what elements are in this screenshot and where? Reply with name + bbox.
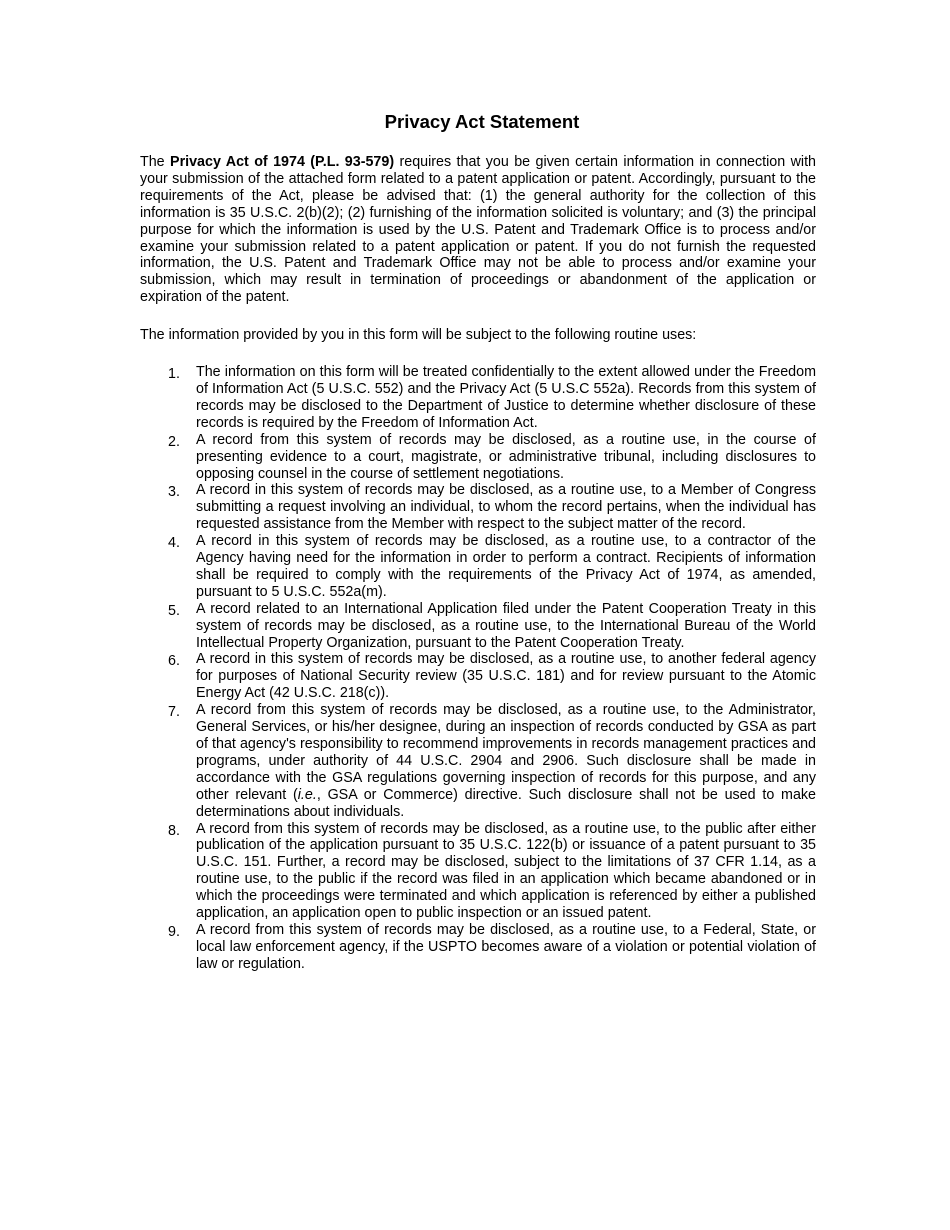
list-item-number: 1. [168,366,180,383]
intro-text: requires that you be given certain information in connection with your submission of the attached form related to a patent application or patent. Accordingly, pursuant to the requirements of the Act, please be advised that: (1) the general authority for the collection of this information is 35 U.S.C. 2(b)(2); (2) furnishing of the information solicited is voluntary; and (3) the principal purpose for which the information is used by the U.S. Patent and Trademark Office is to process and/or examine your submission related to a patent application or patent. If you do not furnish the requested information, the U.S. Patent and Trademark Office may not be able to process and/or examine your submission, which may result in termination of proceedings or abandonment of the application or expiration of the patent. [140,154,816,306]
list-item-text: A record in this system of records may be disclosed, as a routine use, to a Member of Congress submitting a request involving an individual, to whom the record pertains, when the individual has requested assistance from the Member with respect to the subject matter of the record. [196,482,816,533]
list-item-text: The information on this form will be treated confidentially to the extent allowed under the Freedom of Information Act (5 U.S.C. 552) and the Privacy Act (5 U.S.C 552a). Records from this system of records may be disclosed to the Department of Justice to determine whether disclosure of these records is required by the Freedom of Information Act. [196,364,816,431]
list-item-number: 5. [168,602,180,619]
page-title: Privacy Act Statement [384,111,580,132]
list-item-number: 4. [168,535,180,552]
document-body [140,154,816,973]
list-item-text-italic: i.e. [297,786,317,803]
list-item-text-after: , GSA or Commerce) directive. Such disclosure shall not be used to make determinations about individuals. [196,786,816,820]
list-item-text: A record in this system of records may be disclosed, as a routine use, to a contractor of the Agency having need for the information in order to perform a contract. Recipients of information shall be required to comply with the requirements of the Privacy Act of 1974, as amended, pursuant to 5 U.S.C. 552a(m). [196,533,816,600]
list-item-text: A record from this system of records may be disclosed, as a routine use, to the public after either publication of the application pursuant to 35 U.S.C. 122(b) or issuance of a patent pursuant to 35 U.S.C. 151. Further, a record may be disclosed, subject to the limitations of 37 CFR 1.14, as a routine use, to the public if the record was filed in an application which became abandoned or in which the proceedings were terminated and which application is referenced by either a published application, an application open to public inspection or an issued patent. [196,820,816,922]
list-item-text: A record from this system of records may be disclosed, as a routine use, in the course of presenting evidence to a court, magistrate, or administrative tribunal, including disclosures to opposing counsel in the course of settlement negotiations. [196,431,816,482]
routine-uses-intro: The information provided by you in this form will be subject to the following routine uses: [140,327,697,344]
list-item-text: A record related to an International Application filed under the Patent Cooperation Treaty in this system of records may be disclosed, as a routine use, to the International Bureau of the World Intellectual Property Organization, pursuant to the Patent Cooperation Treaty. [196,600,816,651]
list-item-number: 8. [168,822,180,839]
list-item [140,533,816,601]
list-item-number: 2. [168,433,180,450]
list-item-text-before: A record from this system of records may be disclosed, as a routine use, to the Administrator, General Services, or his/her designee, during an inspection of records conducted by GSA as part of that agency's responsibility to recommend improvements in records management practices and programs, under authority of 44 U.S.C. 2904 and 2906. Such disclosure shall be made in accordance with the GSA regulations governing inspection of records for this purpose, and any other relevant ( [196,702,816,803]
list-item [140,702,816,820]
intro-paragraph [140,154,816,306]
list-item [140,821,816,922]
list-item-number: 3. [168,484,180,501]
list-item-text [196,702,816,819]
list-item [140,364,816,432]
list-item [140,601,816,652]
list-item-number: 6. [168,653,180,670]
list-item [140,482,816,533]
list-item [140,922,816,973]
list-item [140,651,816,702]
list-item-number: 7. [168,704,180,721]
list-item-text: A record from this system of records may be disclosed, as a routine use, to a Federal, State, or local law enforcement agency, if the USPTO becomes aware of a violation or potential violation of law or regulation. [196,921,816,972]
list-item-text: A record in this system of records may be disclosed, as a routine use, to another federal agency for purposes of National Security review (35 U.S.C. 181) and for review pursuant to the Atomic Energy Act (42 U.S.C. 218(c)). [196,651,816,702]
routine-uses-list [140,364,816,973]
intro-prefix: The [140,154,171,170]
list-item [140,432,816,483]
intro-bold-act-name: Privacy Act of 1974 (P.L. 93-579) [170,154,395,170]
list-item-number: 9. [168,923,180,940]
